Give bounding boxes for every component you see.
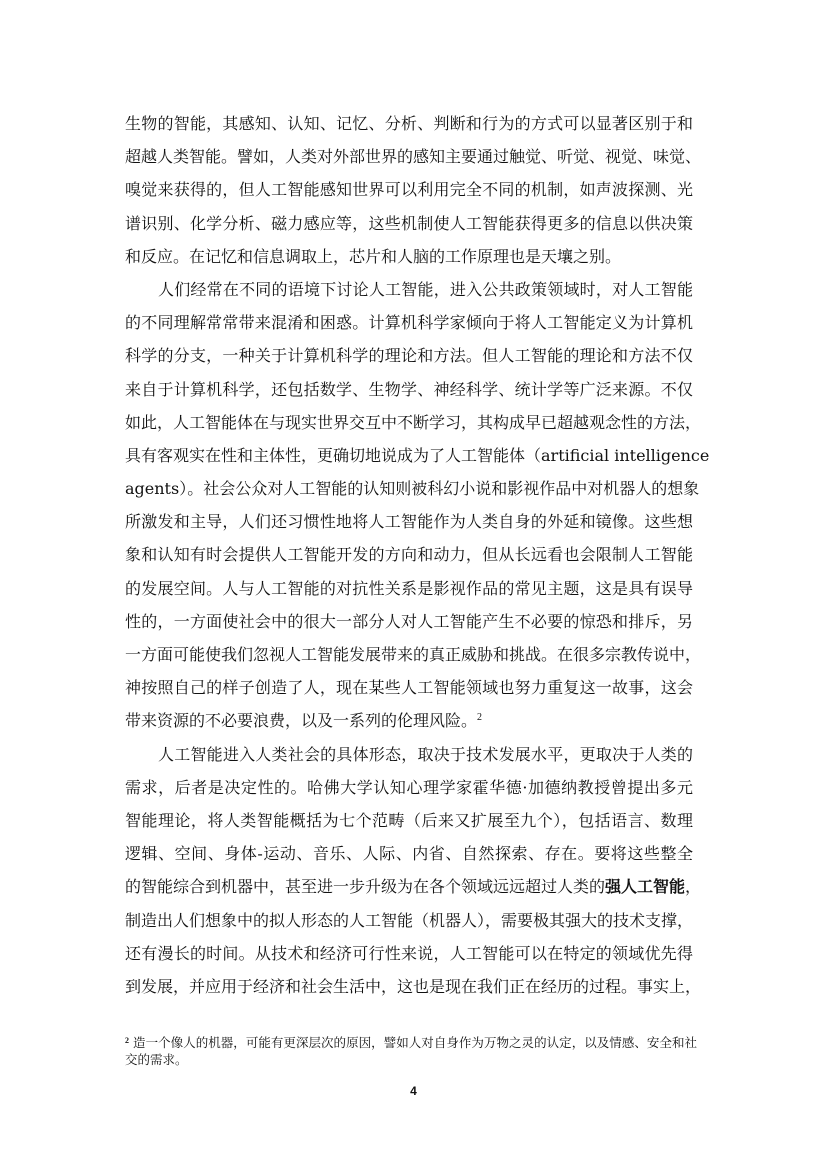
paragraph [125, 738, 702, 1004]
text-line: 性的，一方面使社会中的很大一部分人对人工智能产生不必要的惊恐和排斥，另 [125, 611, 693, 631]
body-text [125, 107, 710, 1003]
text-line: 来自于计算机科学，还包括数学、生物学、神经科学、统计学等广泛来源。不仅 [125, 379, 693, 399]
text-line: 所激发和主导，人们还习惯性地将人工智能作为人类自身的外延和镜像。这些想 [125, 512, 693, 532]
text-line: 人们经常在不同的语境下讨论人工智能，进入公共政策领域时，对人工智能 [158, 279, 693, 299]
footnote-line [125, 1051, 697, 1068]
text-line: 谱识别、化学分析、磁力感应等，这些机制使人工智能获得更多的信息以供决策 [125, 213, 693, 233]
footnote-marker: 2 [125, 1036, 129, 1045]
text-line [125, 704, 693, 737]
text-line: 和反应。在记忆和信息调取上，芯片和人脑的工作原理也是天壤之别。 [125, 246, 622, 266]
text-line: 象和认知有时会提供人工智能开发的方向和动力，但从长远看也会限制人工智能 [125, 545, 693, 565]
text-line: agents）。社会公众对人工智能的认知则被科幻小说和影视作品中对机器人的想象 [125, 479, 700, 499]
footnote-line [125, 1034, 697, 1051]
text-line: 的发展空间。人与人工智能的对抗性关系是影视作品的常见主题，这是具有误导 [125, 578, 693, 598]
text-line: 一方面可能使我们忽视人工智能发展带来的真正威胁和挑战。在很多宗教传说中， [125, 645, 702, 664]
text-line: 的不同理解常常带来混淆和困惑。计算机科学家倾向于将人工智能定义为计算机 [125, 313, 693, 333]
text-segment: 带来资源的不必要浪费，以及一系列的伦理风险。 [125, 711, 478, 731]
text-line: 需求，后者是决定性的。哈佛大学认知心理学家霍华德·加德纳教授曾提出多元 [125, 777, 693, 797]
text-line [125, 870, 702, 903]
bold-term: 强人工智能 [605, 877, 686, 897]
text-line: 嗅觉来获得的，但人工智能感知世界可以利用完全不同的机制，如声波探测、光 [125, 180, 693, 200]
footnote-reference[interactable]: 2 [477, 712, 483, 724]
text-line: 人工智能进入人类社会的具体形态，取决于技术发展水平，更取决于人类的 [158, 744, 693, 764]
paragraph [125, 107, 702, 273]
text-line: 还有漫长的时间。从技术和经济可行性来说，人工智能可以在特定的领域优先得 [125, 943, 693, 963]
page-number: 4 [410, 1084, 417, 1098]
text-line: 科学的分支，一种关于计算机科学的理论和方法。但人工智能的理论和方法不仅 [125, 346, 693, 366]
text-line: 到发展，并应用于经济和社会生活中，这也是现在我们正在经历的过程。事实上， [125, 976, 702, 996]
footnote-text: 造一个像人的机器，可能有更深层次的原因，譬如人对自身作为万物之灵的认定，以及情感、安全和社 [133, 1035, 697, 1050]
paragraph [125, 273, 710, 738]
text-line: 如此，人工智能体在与现实世界交互中不断学习，其构成早已超越观念性的方法， [125, 412, 702, 432]
text-segment: 的智能综合到机器中，甚至进一步升级为在各个领域远远超过人类的 [125, 877, 606, 897]
text-line: 神按照自己的样子创造了人，现在某些人工智能领域也努力重复这一故事，这会 [125, 678, 693, 698]
text-line: 生物的智能，其感知、认知、记忆、分析、判断和行为的方式可以显著区别于和 [125, 114, 693, 133]
text-segment: ， [685, 877, 702, 897]
footnote [125, 1034, 697, 1068]
text-line: 逻辑、空间、身体-运动、音乐、人际、内省、自然探索、存在。要将这些整全 [125, 844, 693, 864]
text-line: 具有客观实在性和主体性，更确切地说成为了人工智能体（artificial intelligence [125, 445, 710, 465]
text-line: 超越人类智能。譬如，人类对外部世界的感知主要通过触觉、听觉、视觉、味觉、 [125, 147, 702, 167]
footnote-text: 交的需求。 [125, 1052, 188, 1067]
text-line: 智能理论，将人类智能概括为七个范畴（后来又扩展至九个），包括语言、数理 [125, 810, 693, 830]
text-line: 制造出人们想象中的拟人形态的人工智能（机器人），需要极其强大的技术支撑， [125, 910, 694, 930]
